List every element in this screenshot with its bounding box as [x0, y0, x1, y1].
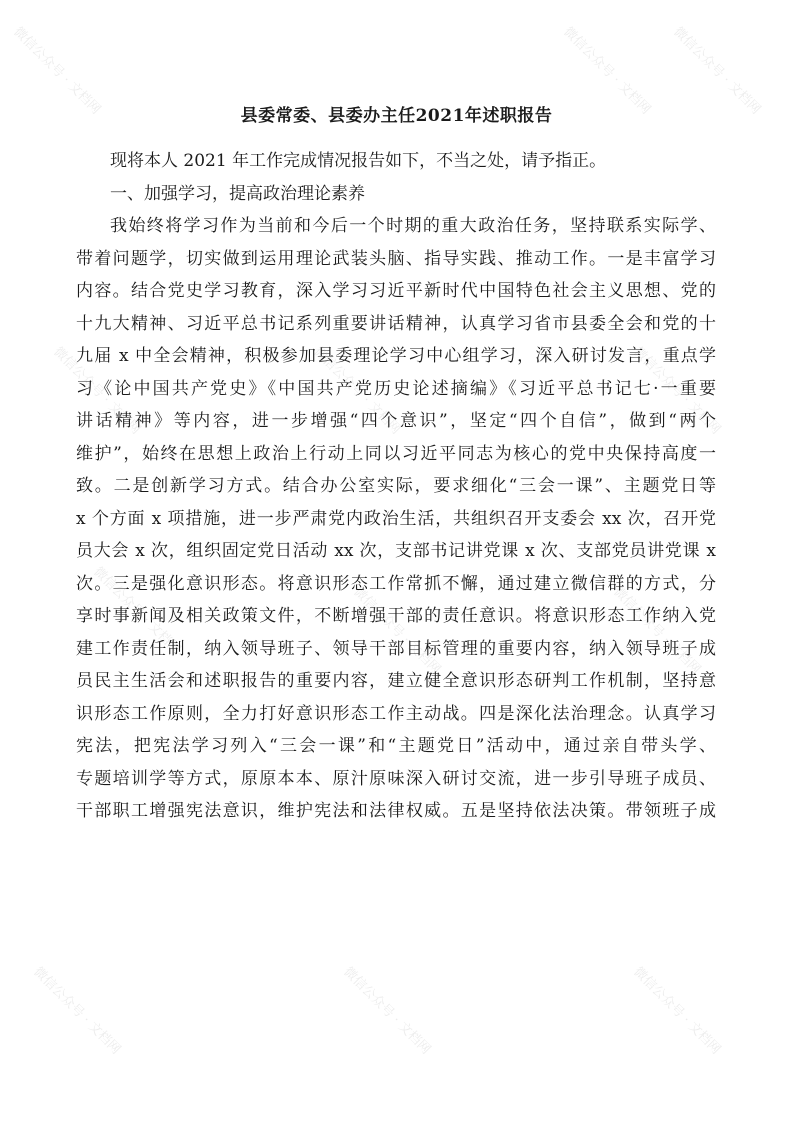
watermark: 微信公众号 · 文档网 — [630, 344, 724, 438]
text-line: 次。三是强化意识形态。将意识形态工作常抓不懈，通过建立微信群的方式，分 — [76, 573, 716, 594]
text-line: 维护”，始终在思想上政治上行动上同以习近平同志为核心的党中央保持高度一 — [76, 443, 716, 464]
watermark: 微信公众号 · 文档网 — [610, 584, 704, 678]
text-line: 宪法，把宪法学习列入“三会一课”和“主题党日”活动中，通过亲自带头学、 — [76, 736, 716, 756]
watermark: 微信公众号 · 文档网 — [50, 344, 144, 438]
text-line: 讲话精神》等内容，进一步增强“四个意识”，坚定“四个自信”，做到“两个 — [76, 411, 716, 431]
watermark: 微信公众号 · 文档网 — [30, 964, 124, 1058]
watermark: 微信公众号 · 文档网 — [560, 24, 654, 118]
text-line: 享时事新闻及相关政策文件，不断增强干部的责任意识。将意识形态工作纳入党 — [76, 606, 716, 626]
text-line: x 个方面 x 项措施，进一步严肃党内政治生活，共组织召开支委会 xx 次，召开党 — [76, 508, 716, 529]
watermark: 微信公众号 · 文档网 — [630, 964, 724, 1058]
document-title: 县委常委、县委办主任2021年述职报告 — [240, 106, 553, 126]
text-line: 识形态工作原则，全力打好意识形态工作主动战。四是深化法治理念。认真学习 — [76, 703, 716, 724]
text-line: 员民主生活会和述职报告的重要内容，建立健全意识形态研判工作机制，坚持意 — [76, 671, 716, 691]
text-line: 我始终将学习作为当前和今后一个时期的重大政治任务，坚持联系实际学、 — [110, 216, 716, 236]
watermark: 微信公众号 · 文档网 — [670, 24, 764, 118]
watermark: 微信公众号 · 文档网 — [90, 564, 184, 658]
text-line: 内容。结合党史学习教育，深入学习习近平新时代中国特色社会主义思想、党的 — [76, 281, 716, 301]
text-line: 习《论中国共产党史》《中国共产党历史论述摘编》《习近平总书记七·一重要 — [76, 378, 716, 399]
watermark: 微信公众号 · 文档网 — [350, 584, 444, 678]
text-line: 九届 x 中全会精神，积极参加县委理论学习中心组学习，深入研讨发言，重点学 — [76, 346, 716, 366]
watermark: 微信公众号 · 文档网 — [310, 344, 404, 438]
text-line: 带着问题学，切实做到运用理论武装头脑、指导实践、推动工作。一是丰富学习 — [76, 248, 716, 269]
text-line: 建工作责任制，纳入领导班子、领导干部目标管理的重要内容，纳入领导班子成 — [76, 638, 716, 659]
section-heading: 一、加强学习，提高政治理论素养 — [110, 183, 365, 204]
text-line: 员大会 x 次，组织固定党日活动 xx 次，支部书记讲党课 x 次、支部党员讲党课 x — [76, 541, 716, 561]
watermark: 微信公众号 · 文档网 — [10, 24, 104, 118]
paragraph-intro: 现将本人 2021 年工作完成情况报告如下，不当之处，请予指正。 — [110, 151, 607, 171]
text-line: 专题培训学等方式，原原本本、原汁原味深入研讨交流，进一步引导班子成员、 — [76, 768, 716, 789]
text-line: 干部职工增强宪法意识，维护宪法和法律权威。五是坚持依法决策。带领班子成 — [76, 801, 716, 821]
document-body — [76, 145, 716, 828]
watermark: 微信公众号 · 文档网 — [340, 964, 434, 1058]
text-line: 致。二是创新学习方式。结合办公室实际，要求细化“三会一课”、主题党日等 — [76, 476, 716, 496]
text-line: 十九大精神、习近平总书记系列重要讲话精神，认真学习省市县委全会和党的十 — [76, 313, 716, 334]
